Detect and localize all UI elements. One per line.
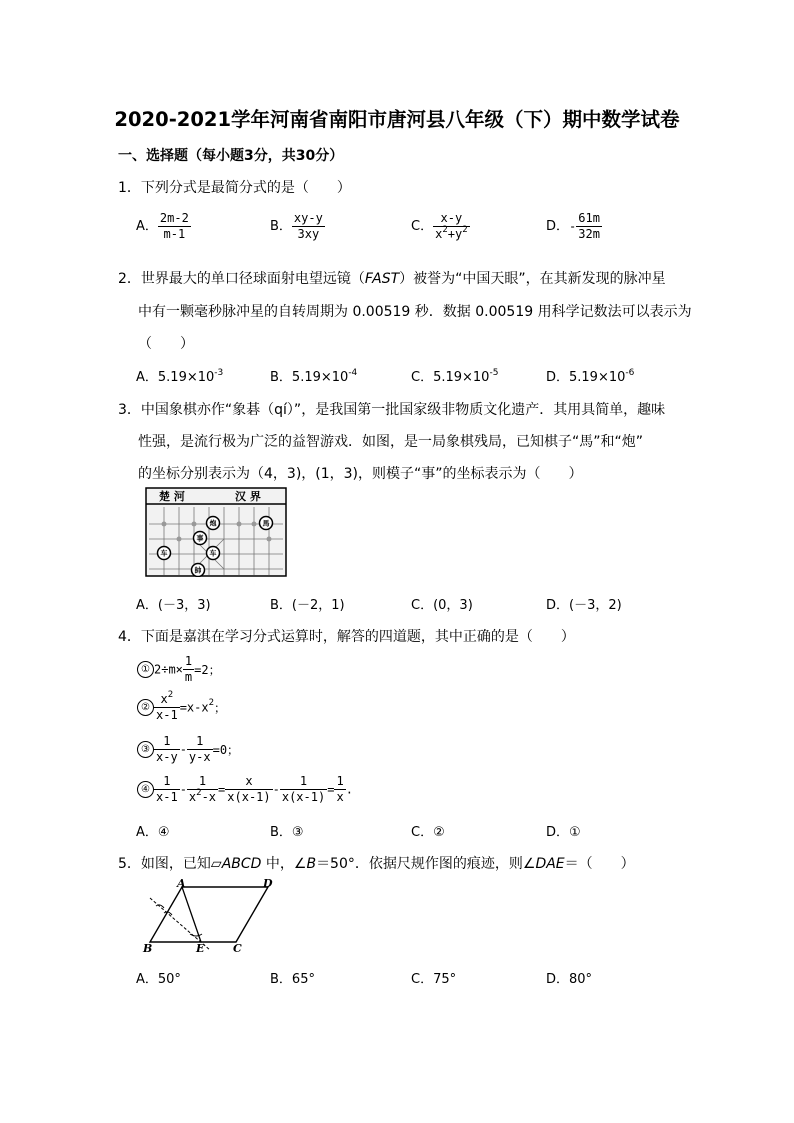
q2-option-a (136, 366, 223, 385)
option-label: C． (411, 219, 434, 234)
operator: - (272, 782, 280, 797)
text: ＝50°．依据尺规作图的痕迹，则∠ (316, 856, 536, 872)
denominator: 32m (578, 227, 600, 241)
denominator: x-y (156, 750, 178, 764)
q2-option-d (546, 366, 634, 385)
denominator: x (336, 790, 344, 804)
operator: . (345, 782, 353, 797)
question-2-line3: （ ） (138, 336, 194, 352)
text: ＝（ ） (564, 856, 635, 872)
fraction (433, 211, 470, 242)
q4-item-1 (137, 654, 221, 685)
piece-label: 车 (160, 549, 168, 558)
piece-label: 馬 (262, 519, 270, 528)
numerator: 1 (154, 774, 180, 790)
den-part: +y (447, 227, 463, 241)
numerator: 1 (336, 774, 344, 788)
question-3-line1: 3．中国象棋亦作“象碁（qí）”，是我国第一批国家级非物质文化遗产．其用具简单，趣味 (118, 402, 666, 418)
q4-item-4 (137, 774, 353, 805)
question-1-stem: 1．下列分式是最简分式的是（ ） (118, 180, 351, 196)
piece-label: 炮 (209, 519, 217, 528)
river-label-right: 汉 界 (235, 490, 261, 503)
base: x (188, 790, 197, 804)
text: ）被誉为“中国天眼”，在其新发现的脉冲星 (399, 271, 666, 287)
river-label-left: 楚 河 (159, 490, 185, 503)
question-2-line1 (118, 268, 666, 288)
option-label: A． (136, 219, 158, 234)
piece-shuai (192, 564, 205, 577)
vertex-d-label: D (263, 878, 273, 890)
denominator: x(x-1) (281, 790, 326, 804)
piece-ma (260, 517, 273, 530)
q4-option-d: D．① (546, 825, 581, 840)
q4-option-b: B．③ (270, 825, 304, 840)
section-heading: 一、选择题（每小题3分，共30分） (118, 148, 344, 164)
option-label: B． (270, 219, 292, 234)
exponent: 2 (208, 698, 215, 708)
parallelogram (150, 887, 268, 942)
q4-item-2 (137, 692, 226, 723)
item-number: ② (137, 699, 154, 716)
exponent: -4 (348, 368, 358, 378)
numerator: 1 (187, 774, 218, 790)
numerator (154, 692, 180, 708)
vertex-c-label: C (233, 942, 242, 954)
text-italic: B (306, 856, 317, 872)
piece-label: 事 (196, 534, 204, 543)
numerator: 1 (184, 654, 193, 668)
question-4-stem: 4．下面是嘉淇在学习分式运算时，解答的四道题，其中正确的是（ ） (118, 629, 575, 645)
question-5-stem (118, 853, 635, 873)
exponent: 2 (196, 788, 202, 798)
vertex-b-label: B (143, 942, 153, 954)
numerator: x (225, 774, 272, 790)
den-part: x (435, 227, 443, 241)
piece-pao (207, 517, 220, 530)
base: x (160, 692, 168, 706)
q4-option-c: C．② (411, 825, 445, 840)
text-fast: FAST (364, 271, 400, 287)
exponent: 2 (167, 690, 174, 700)
q2-option-b (270, 366, 357, 385)
denominator: m (184, 670, 193, 684)
option-label: D． (546, 219, 570, 234)
expr: =2； (194, 663, 221, 677)
q5-option-d: D．80° (546, 972, 593, 987)
piece-che-mid (207, 547, 220, 560)
numerator: 1 (154, 734, 180, 750)
q2-option-c (411, 366, 498, 385)
question-3-line2: 性强，是流行极为广泛的益智游戏．如图，是一局象棋残局，已知棋子“馬”和“炮” (138, 434, 644, 450)
text-italic: DAE (535, 856, 565, 872)
den-part: -x (201, 790, 217, 804)
text-italic: ABCD (221, 856, 262, 872)
denominator (187, 790, 218, 805)
q5-option-a: A．50° (136, 972, 181, 987)
vertex-a-label: A (177, 878, 186, 890)
page-title: 2020-2021学年河南省南阳市唐河县八年级（下）期中数学试卷 (114, 108, 680, 131)
piece-shi (194, 532, 207, 545)
text: A．5.19×10 (136, 370, 215, 385)
text: B．5.19×10 (270, 370, 349, 385)
operator: = (218, 782, 226, 797)
numerator: 1 (187, 734, 213, 750)
text: C．5.19×10 (411, 370, 490, 385)
denominator: 3xy (297, 227, 320, 241)
arc-mark (156, 905, 164, 908)
item-number: ③ (137, 741, 154, 758)
exponent: -3 (214, 368, 224, 378)
denominator: m-1 (163, 227, 186, 241)
parallelogram-figure (140, 878, 280, 954)
piece-label: 帥 (194, 566, 202, 575)
q1-option-d: D．- $\frac{61m}{32m}$ (546, 211, 600, 241)
numerator: x-y (433, 211, 470, 227)
q1-option-c (411, 211, 470, 242)
numerator: 1 (280, 774, 327, 790)
denominator: x-1 (156, 708, 178, 722)
numerator: 61m (578, 211, 600, 225)
operator: - (179, 742, 187, 757)
item-number: ④ (137, 781, 154, 798)
chess-board-figure (145, 487, 287, 577)
q3-option-d: D．(－3，2) (546, 598, 622, 613)
item-number: ① (137, 661, 154, 678)
q1-option-a (136, 211, 191, 242)
point-e-label: E (196, 942, 205, 954)
fraction (576, 211, 602, 242)
exponent: -5 (489, 368, 499, 378)
expr: =0； (212, 743, 240, 757)
text: 5．如图，已知▱ (118, 856, 222, 872)
question-3-line3: 的坐标分别表示为（4，3)，(1，3)，则模子“事”的坐标表示为（ ） (138, 466, 583, 482)
q4-item-3 (137, 734, 239, 765)
operator: - (179, 782, 187, 797)
question-2-line2: 中有一颗毫秒脉冲星的自转周期为 0.00519 秒．数据 0.00519 用科学记数法可以表示为 (138, 304, 692, 320)
text: 中，∠ (261, 856, 307, 872)
fraction (158, 211, 191, 242)
denominator: y-x (188, 750, 211, 764)
denominator: x-1 (156, 790, 178, 804)
piece-che-left (158, 547, 171, 560)
text: D．5.19×10 (546, 370, 626, 385)
exponent: 2 (442, 225, 448, 235)
operator: = (327, 782, 335, 797)
segment-ae (182, 887, 201, 942)
text: 2．世界最大的单口径球面射电望远镜（ (118, 271, 365, 287)
exponent: -6 (625, 368, 635, 378)
denominator: x(x-1) (227, 790, 271, 804)
expr: 2÷m× (154, 662, 183, 677)
q3-option-c: C．(0，3) (411, 598, 473, 613)
numerator: 2m-2 (159, 211, 189, 225)
fraction (292, 211, 325, 242)
piece-label: 车 (209, 549, 217, 558)
q4-option-a: A．④ (136, 825, 170, 840)
q3-option-a: A．(－3，3) (136, 598, 211, 613)
exponent: 2 (462, 225, 468, 235)
expr: =x-x (179, 700, 209, 715)
q5-option-c: C．75° (411, 972, 457, 987)
denominator (433, 227, 470, 242)
q1-option-b (270, 211, 325, 242)
numerator: xy-y (293, 211, 323, 225)
q5-option-b: B．65° (270, 972, 315, 987)
expr: ； (214, 701, 227, 715)
q3-option-b: B．(－2，1) (270, 598, 345, 613)
